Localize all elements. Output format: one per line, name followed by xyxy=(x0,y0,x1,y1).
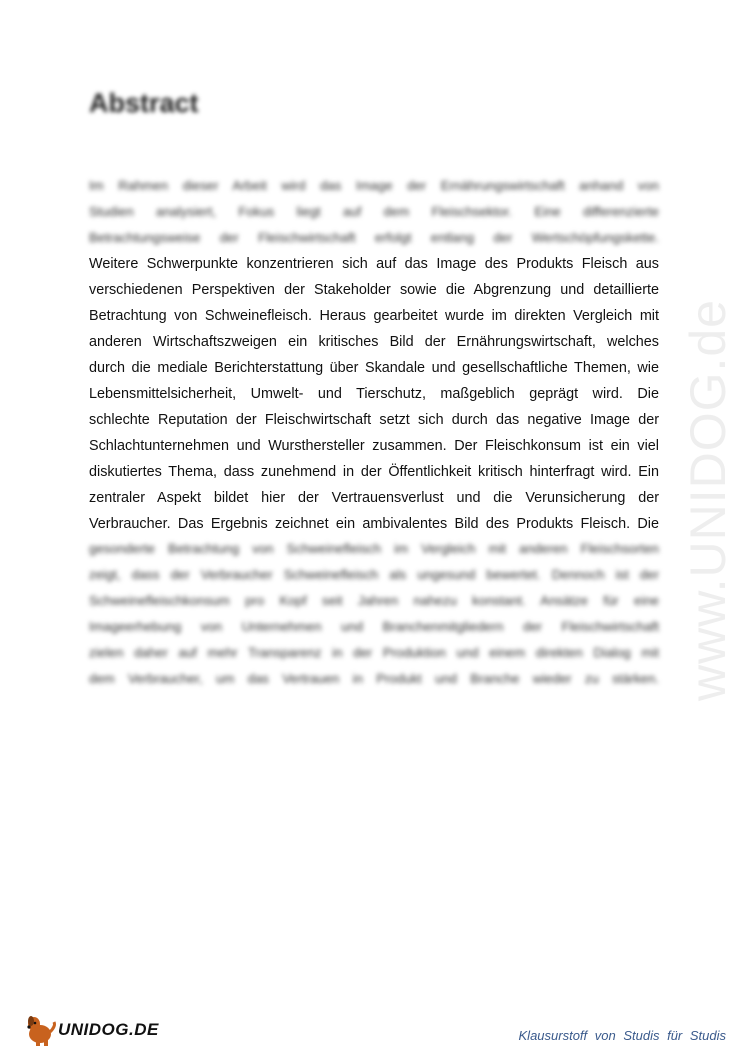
text-line: Schlachtunternehmen und Wursthersteller zusammen. Der Fleischkonsum ist ein viel xyxy=(89,438,659,454)
unidog-logo[interactable] xyxy=(22,1012,157,1048)
text-line: verschiedenen Perspektiven der Stakeholder sowie die Abgrenzung und detaillierte xyxy=(89,282,659,298)
text-line: Lebensmittelsicherheit, Umwelt- und Tierschutz, maßgeblich geprägt wird. Die xyxy=(89,386,659,402)
watermark: www.UNIDOG.de xyxy=(680,299,736,701)
text-line: gesonderte Betrachtung von Schweinefleisch im Vergleich mit anderen Fleischsorten xyxy=(89,541,659,556)
dog-mascot-icon xyxy=(22,1012,58,1048)
text-line: Im Rahmen dieser Arbeit wird das Image der Ernährungswirtschaft anhand von xyxy=(89,178,659,193)
text-line: schlechte Reputation der Fleischwirtschaft setzt sich durch das negative Image der xyxy=(89,412,659,428)
text-line: durch die mediale Berichterstattung über Skandale und gesellschaftliche Themen, wie xyxy=(89,360,659,376)
logo-text: UNIDOG.DE xyxy=(58,1020,159,1039)
abstract-blurred-top xyxy=(89,173,659,251)
text-line: Studien analysiert, Fokus liegt auf dem Fleischsektor. Eine differenzierte xyxy=(89,204,659,219)
text-line: Betrachtung von Schweinefleisch. Heraus gearbeitet wurde im direkten Vergleich mit xyxy=(89,308,659,324)
abstract-visible-text xyxy=(89,251,659,537)
text-line: Imageerhebung von Unternehmen und Branchenmitgliedern der Fleischwirtschaft xyxy=(89,619,659,634)
text-line: Schweinefleischkonsum pro Kopf seit Jahren nahezu konstant. Ansätze für eine xyxy=(89,593,659,608)
text-line: diskutiertes Thema, dass zunehmend in der Öffentlichkeit kritisch hinterfragt wird. Ein xyxy=(89,464,659,480)
text-line: anderen Wirtschaftszweigen ein kritisches Bild der Ernährungswirtschaft, welches xyxy=(89,334,659,350)
abstract-blurred-bottom xyxy=(89,536,659,692)
text-line: zentraler Aspekt bildet hier der Vertrauensverlust und die Verunsicherung der xyxy=(89,490,659,506)
text-line: Weitere Schwerpunkte konzentrieren sich auf das Image des Produkts Fleisch aus xyxy=(89,256,659,272)
text-line: Verbraucher. Das Ergebnis zeichnet ein ambivalentes Bild des Produkts Fleisch. Die xyxy=(89,516,659,532)
text-line: zielen daher auf mehr Transparenz in der Produktion und einem direkten Dialog mit xyxy=(89,645,659,660)
text-line: zeigt, dass der Verbraucher Schweinefleisch als ungesund bewertet. Dennoch ist der xyxy=(89,567,659,582)
text-line: dem Verbraucher, um das Vertrauen in Produkt und Branche wieder zu stärken. xyxy=(89,671,659,686)
footer-tagline: Klausurstoff von Studis für Studis xyxy=(518,1028,726,1043)
page-title: Abstract xyxy=(89,88,199,118)
text-line: Betrachtungsweise der Fleischwirtschaft erfolgt entlang der Wertschöpfungskette. xyxy=(89,230,659,245)
